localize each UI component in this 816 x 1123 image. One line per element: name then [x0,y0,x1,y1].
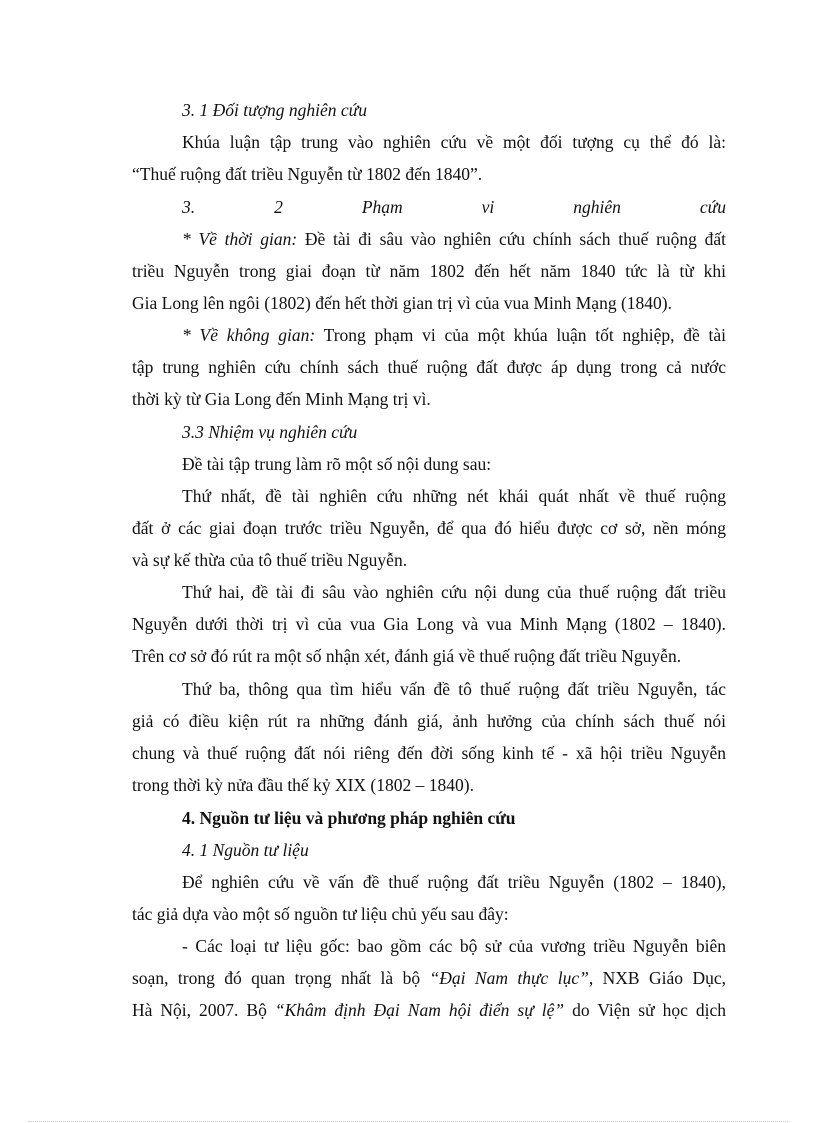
paragraph-line: Trên cơ sở đó rút ra một số nhận xét, đánh giá về thuế ruộng đất triều Nguyễn. [132,646,682,666]
paragraph-line: trong thời kỳ nửa đầu thế kỷ XIX (1802 – 1840). [132,775,474,795]
paragraph-line: Khúa luận tập trung vào nghiên cứu về một đối tượng cụ thể đó là: [182,132,726,152]
section-heading-4-1: 4. 1 Nguồn tư liệu [182,840,309,860]
paragraph-text: Hà Nội, 2007. Bộ [132,1000,275,1020]
paragraph-line [182,227,726,251]
paragraph-line: thời kỳ từ Gia Long đến Minh Mạng trị vì. [132,389,431,409]
time-scope-label: * Về thời gian: [182,229,298,249]
paragraph-line: tác giả dựa vào một số nguồn tư liệu chủ yếu sau đây: [132,904,509,924]
paragraph-line: chung và thuế ruộng đất nói riêng đến đời sống kinh tế - xã hội triều Nguyễn [132,743,726,763]
paragraph-text: Đề tài đi sâu vào nghiên cứu chính sách thuế ruộng đất [297,229,727,249]
paragraph-line: Thứ ba, thông qua tìm hiểu vấn đề tô thuế ruộng đất triều Nguyễn, tác [182,679,726,699]
paragraph-line [182,323,726,347]
paragraph-line: - Các loại tư liệu gốc: bao gồm các bộ sử của vương triều Nguyễn biên [182,936,726,956]
paragraph-line: Để nghiên cứu về vấn đề thuế ruộng đất triều Nguyễn (1802 – 1840), [182,872,726,892]
paragraph-line: và sự kế thừa của tô thuế triều Nguyễn. [132,550,408,570]
paragraph-line: Đề tài tập trung làm rõ một số nội dung sau: [182,454,492,474]
book-title: “Khâm định Đại Nam hội điển sự lệ” [274,1000,565,1020]
paragraph-line: giả có điều kiện rút ra những đánh giá, ảnh hưởng của chính sách thuế nói [132,711,726,731]
space-scope-label: * Về không gian: [182,325,316,345]
section-heading-3-1: 3. 1 Đối tượng nghiên cứu [182,100,367,120]
paragraph-line: “Thuế ruộng đất triều Nguyễn từ 1802 đến 1840”. [132,164,483,184]
section-heading-3-2 [182,195,726,219]
paragraph-line: Gia Long lên ngôi (1802) đến hết thời gian trị vì của vua Minh Mạng (1840). [132,293,672,313]
paragraph-line [132,966,726,990]
book-title: “Đại Nam thực lục” [429,968,589,988]
section-heading-3-3: 3.3 Nhiệm vụ nghiên cứu [182,422,358,442]
heading-word: 3. [182,197,196,217]
heading-word: 2 [274,197,283,217]
heading-word: cứu [699,197,726,217]
paragraph-line: tập trung nghiên cứu chính sách thuế ruộng đất được áp dụng trong cả nước [132,357,726,377]
paragraph-line: Thứ nhất, đề tài nghiên cứu những nét khái quát nhất về thuế ruộng [182,486,726,506]
paragraph-line: Thứ hai, đề tài đi sâu vào nghiên cứu nội dung của thuế ruộng đất triều [182,582,726,602]
page-bottom-border [28,1121,788,1122]
paragraph-line: Nguyễn dưới thời trị vì của vua Gia Long và vua Minh Mạng (1802 – 1840). [132,614,726,634]
paragraph-text: soạn, trong đó quan trọng nhất là bộ [132,968,430,988]
paragraph-line: đất ở các giai đoạn trước triều Nguyễn, để qua đó hiểu được cơ sở, nền móng [132,518,726,538]
paragraph-text: , NXB Giáo Dục, [588,968,726,988]
paragraph-text: do Viện sử học dịch [564,1000,727,1020]
paragraph-text: Trong phạm vi của một khúa luận tốt nghiệp, đề tài [315,325,726,345]
section-heading-4: 4. Nguồn tư liệu và phương pháp nghiên cứu [182,808,516,828]
heading-word: vi [481,197,495,217]
heading-word: Phạm [361,197,403,217]
heading-word: nghiên [573,197,621,217]
paragraph-line: triều Nguyễn trong giai đoạn từ năm 1802 đến hết năm 1840 tức là từ khi [132,261,726,281]
paragraph-line [132,998,726,1022]
